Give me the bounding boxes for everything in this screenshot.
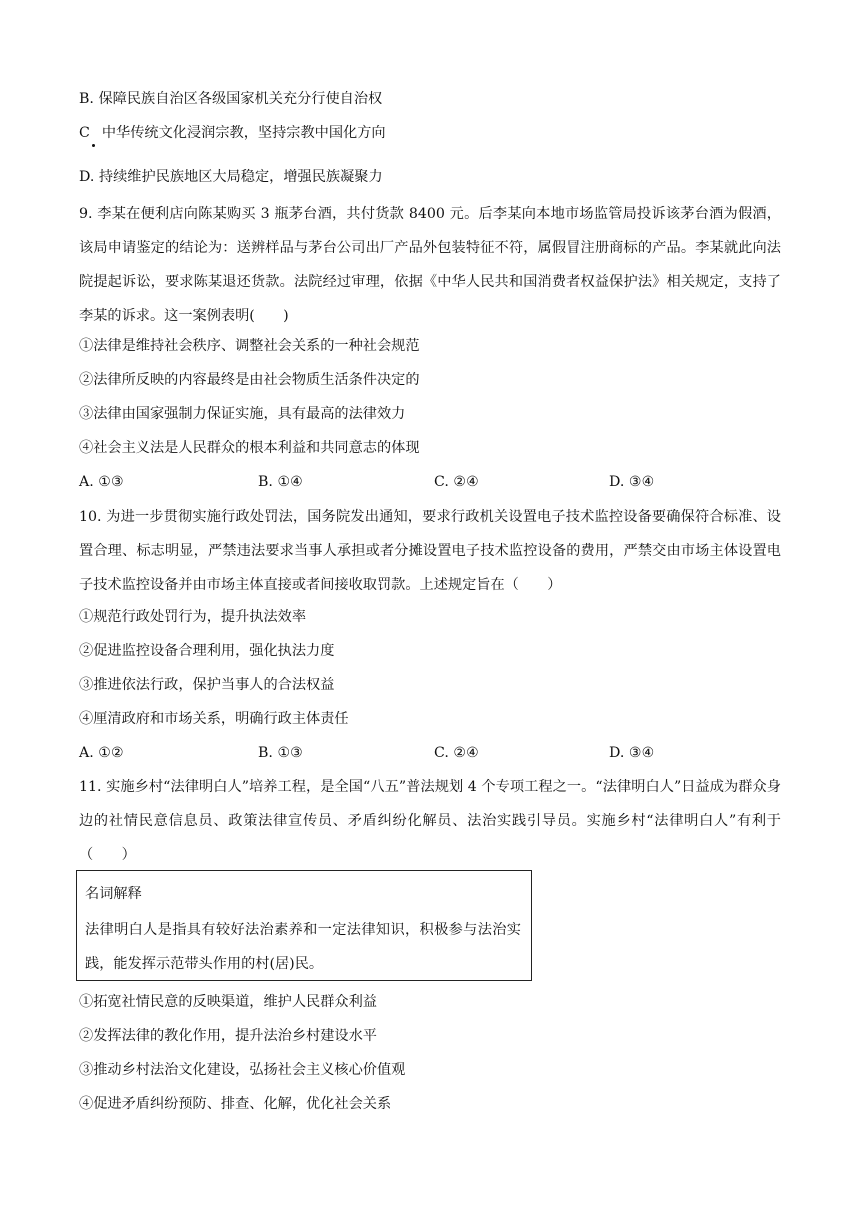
question-10-item-4: ④厘清政府和市场关系，明确行政主体责任 bbox=[79, 711, 349, 727]
stray-dot-mark bbox=[92, 144, 95, 147]
question-10-options bbox=[79, 743, 781, 763]
question-10-item-3: ③推进依法行政，保护当事人的合法权益 bbox=[79, 677, 335, 693]
question-9-item-3: ③法律由国家强制力保证实施，具有最高的法律效力 bbox=[79, 406, 406, 422]
question-11-item-3: ③推动乡村法治文化建设，弘扬社会主义核心价值观 bbox=[79, 1062, 406, 1078]
option-c-letter: C bbox=[79, 125, 90, 141]
question-9-option-d: D. ③④ bbox=[609, 474, 655, 490]
question-10-stem: 10. 为进一步贯彻实施行政处罚法，国务院发出通知，要求行政机关设置电子技术监控设备要确保符合标准、设置合理、标志明显，严禁违法要求当事人承担或者分摊设置电子技术监控设备的费用，严禁交由市场主体设置电子技术监控设备并由市场主体直接或者间接收取罚款。上述规定旨在（ ） bbox=[79, 509, 781, 593]
question-9-stem: 9. 李某在便利店向陈某购买 3 瓶茅台酒，共付货款 8400 元。后李某向本地市场监管局投诉该茅台酒为假酒，该局申请鉴定的结论为：送辨样品与茅台公司出厂产品外包装特征不符，属假冒注册商标的产品。李某就此向法院提起诉讼，要求陈某退还货款。法院经过审理，依据《中华人民共和国消费者权益保护法》相关规定，支持了李某的诉求。这一案例表明( ) bbox=[79, 206, 781, 324]
question-9-options bbox=[79, 472, 781, 492]
question-10-option-a: A. ①② bbox=[79, 745, 124, 761]
question-10-option-d: D. ③④ bbox=[609, 745, 655, 761]
question-9-item-2: ②法律所反映的内容最终是由社会物质生活条件决定的 bbox=[79, 372, 420, 388]
question-10-option-c: C. ②④ bbox=[434, 745, 479, 761]
question-11-stem: 11. 实施乡村“法律明白人”培养工程，是全国“八五”普法规划 4 个专项工程之一。“法律明白人”日益成为群众身边的社情民意信息员、政策法律宣传员、矛盾纠纷化解员、法治实践引导员。实施乡村“法律明白人”有利于（ ） bbox=[79, 779, 781, 863]
definition-box-text: 法律明白人是指具有较好法治素养和一定法律知识，积极参与法治实践，能发挥示范带头作用的村(居)民。 bbox=[85, 922, 521, 972]
option-c bbox=[79, 123, 386, 143]
definition-box-title: 名词解释 bbox=[85, 886, 142, 902]
question-9-option-a: A. ①③ bbox=[79, 474, 124, 490]
question-11-item-2: ②发挥法律的教化作用，提升法治乡村建设水平 bbox=[79, 1028, 377, 1044]
option-b: B. 保障民族自治区各级国家机关充分行使自治权 bbox=[79, 91, 383, 107]
question-9-option-b: B. ①④ bbox=[258, 474, 303, 490]
option-d: D. 持续维护民族地区大局稳定，增强民族凝聚力 bbox=[79, 169, 383, 185]
definition-box bbox=[76, 870, 532, 981]
option-c-text: 中华传统文化浸润宗教，坚持宗教中国化方向 bbox=[101, 125, 386, 141]
question-9-item-1: ①法律是维持社会秩序、调整社会关系的一种社会规范 bbox=[79, 338, 420, 354]
question-10-item-1: ①规范行政处罚行为，提升执法效率 bbox=[79, 609, 307, 625]
question-10-item-2: ②促进监控设备合理利用，强化执法力度 bbox=[79, 643, 335, 659]
question-11-item-1: ①拓宽社情民意的反映渠道，维护人民群众利益 bbox=[79, 994, 377, 1010]
question-9-option-c: C. ②④ bbox=[434, 474, 479, 490]
question-9-item-4: ④社会主义法是人民群众的根本利益和共同意志的体现 bbox=[79, 440, 420, 456]
question-10-option-b: B. ①③ bbox=[258, 745, 303, 761]
question-11-item-4: ④促进矛盾纠纷预防、排查、化解，优化社会关系 bbox=[79, 1096, 392, 1112]
